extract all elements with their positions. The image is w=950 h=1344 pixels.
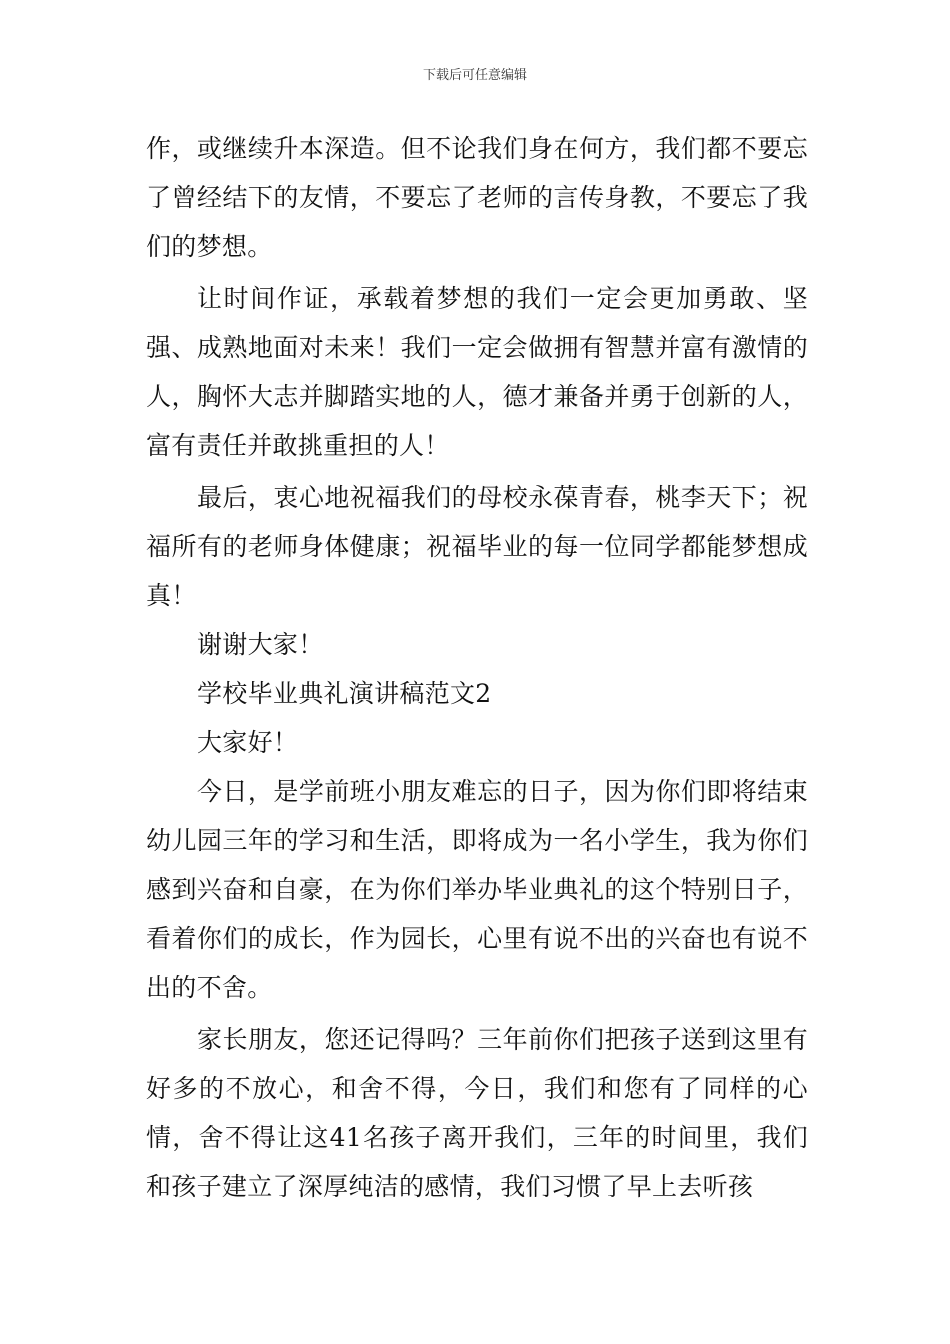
paragraph-witness: 让时间作证，承载着梦想的我们一定会更加勇敢、坚强、成熟地面对未来！我们一定会做拥有智慧并富有激情的人，胸怀大志并脚踏实地的人，德才兼备并勇于创新的人，富有责任并敢挑重担的人！ (146, 284, 808, 460)
section-title: 学校毕业典礼演讲稿范文2 (197, 679, 492, 708)
paragraph-thanks: 谢谢大家！ (197, 630, 324, 659)
document-body (146, 124, 808, 1211)
paragraph-parents: 家长朋友，您还记得吗？三年前你们把孩子送到这里有好多的不放心，和舍不得，今日，我们和您有了同样的心情，舍不得让这41名孩子离开我们，三年的时间里，我们和孩子建立了深厚纯洁的感情，我们习惯了早上去听孩 (146, 1025, 808, 1201)
paragraph-continuation: 作，或继续升本深造。但不论我们身在何方，我们都不要忘了曾经结下的友情，不要忘了老师的言传身教，不要忘了我们的梦想。 (146, 134, 808, 261)
page-header-note: 下载后可任意编辑 (422, 68, 527, 83)
paragraph-greeting: 大家好！ (197, 728, 299, 757)
paragraph-blessing: 最后，衷心地祝福我们的母校永葆青春，桃李天下；祝福所有的老师身体健康；祝福毕业的每一位同学都能梦想成真！ (146, 483, 808, 610)
paragraph-today: 今日，是学前班小朋友难忘的日子，因为你们即将结束幼儿园三年的学习和生活，即将成为一名小学生，我为你们感到兴奋和自豪，在为你们举办毕业典礼的这个特别日子，看着你们的成长，作为园长，心里有说不出的兴奋也有说不出的不舍。 (146, 777, 808, 1002)
